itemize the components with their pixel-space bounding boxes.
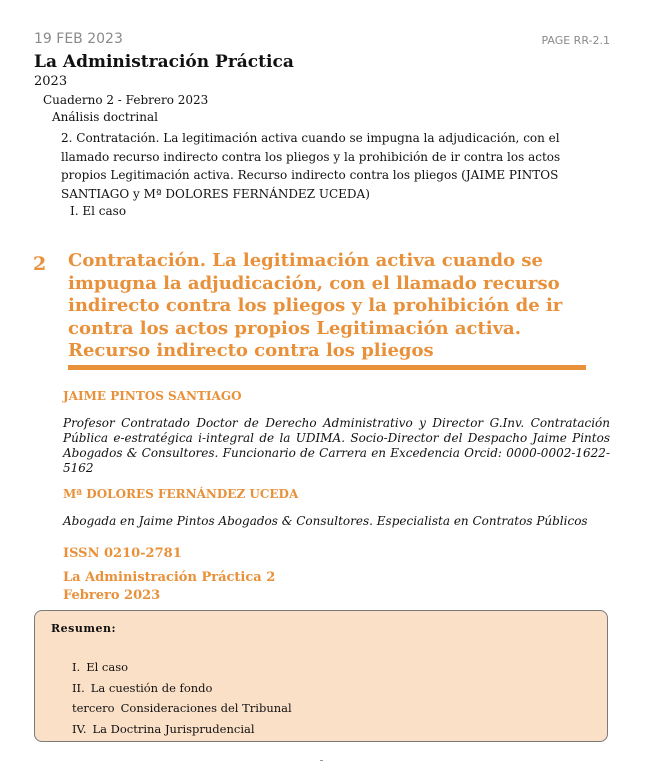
publication-info-line-1: La Administración Práctica 2 — [63, 570, 276, 585]
page-mark — [320, 760, 323, 761]
article-number: 2 — [33, 253, 47, 275]
summary-item-label: Consideraciones del Tribunal — [120, 701, 292, 715]
breadcrumb-subsection[interactable]: I. El caso — [70, 204, 127, 218]
publication-year: 2023 — [34, 74, 68, 89]
summary-item-label: El caso — [86, 660, 129, 674]
author-bio-2: Abogada en Jaime Pintos Abogados & Consultores. Especialista en Contratos Públicos — [63, 514, 588, 528]
author-name-2: Mª DOLORES FERNÁNDEZ UCEDA — [63, 487, 299, 501]
breadcrumb-article[interactable]: 2. Contratación. La legitimación activa cuando se impugna la adjudicación, con el llamado recurso indirecto contra los pliegos y la prohibición de ir contra los actos propios Legitimación activa. Recurso indirecto contra los pliegos (JAIME PINTOS SANTIAGO y Mª DOLORES FERNÁNDEZ UCEDA) — [61, 131, 561, 201]
author-bio-1: Profesor Contratado Doctor de Derecho Administrativo y Director G.Inv. Contratación Pública e-estratégica i-integral de la UDIMA. Socio-Director del Despacho Jaime Pintos Abogados & Consultores. Funcionario de Carrera en Excedencia Orcid: 0000-0002-1622-5162 — [63, 416, 610, 475]
summary-item-label: La cuestión de fondo — [90, 680, 213, 695]
breadcrumb-issue[interactable]: Cuaderno 2 - Febrero 2023 — [43, 93, 209, 107]
summary-item-marker: I. — [72, 660, 81, 674]
publication-title: La Administración Práctica — [34, 52, 294, 72]
summary-item-label: La Doctrina Jurisprudencial — [92, 721, 255, 736]
summary-item-marker: IV. — [72, 721, 87, 736]
header-date: 19 FEB 2023 — [34, 31, 123, 47]
title-underline — [68, 365, 586, 370]
summary-item[interactable] — [72, 678, 292, 699]
summary-box — [34, 610, 608, 742]
breadcrumb-section[interactable]: Análisis doctrinal — [52, 110, 158, 124]
summary-title: Resumen: — [51, 622, 117, 635]
page-reference: PAGE RR-2.1 — [541, 34, 610, 47]
publication-info-line-2: Febrero 2023 — [63, 588, 161, 603]
author-name-1: JAIME PINTOS SANTIAGO — [63, 389, 242, 403]
summary-item[interactable] — [72, 719, 292, 740]
publication-info — [63, 569, 275, 605]
article-title: Contratación. La legitimación activa cuando se impugna la adjudicación, con el llamado recurso indirecto contra los pliegos y la prohibición de ir contra los actos propios Legitimación activa. Recurso indirecto contra los pliegos — [68, 250, 563, 361]
summary-item-marker: tercero — [72, 701, 115, 715]
issn: ISSN 0210-2781 — [63, 546, 182, 561]
summary-item-marker: II. — [72, 680, 85, 695]
summary-item[interactable] — [72, 657, 292, 678]
summary-item[interactable] — [72, 698, 292, 719]
summary-list — [72, 657, 292, 739]
